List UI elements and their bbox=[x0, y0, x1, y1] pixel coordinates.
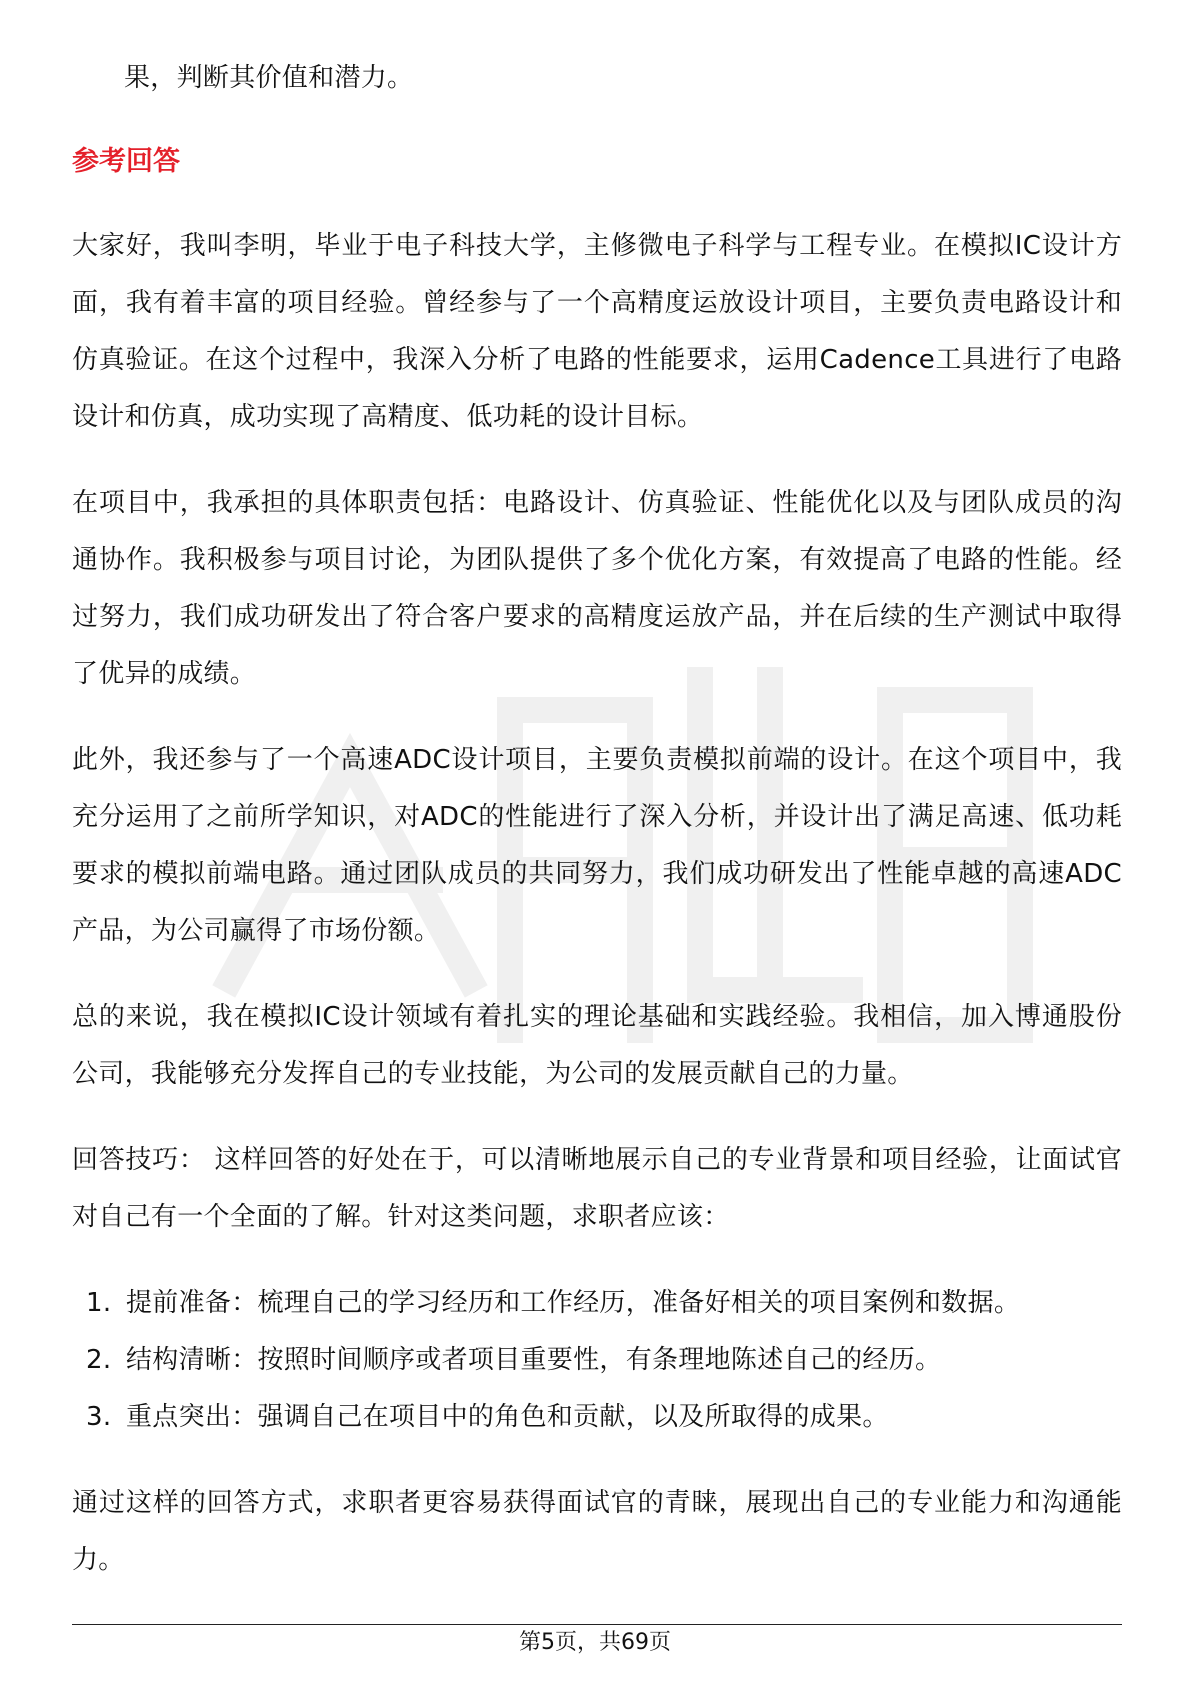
page-number: 第5页，共69页 bbox=[519, 1630, 671, 1655]
list-item-number: 1. bbox=[86, 1288, 112, 1318]
list-item-text: 重点突出：强调自己在项目中的角色和贡献，以及所取得的成果。 bbox=[126, 1402, 889, 1432]
paragraph-adc-project: 此外，我还参与了一个高速ADC设计项目，主要负责模拟前端的设计。在这个项目中，我充分运用了之前所学知识，对ADC的性能进行了深入分析，并设计出了满足高速、低功耗要求的模拟前端电路。通过团队成员的共同努力，我们成功研发出了性能卓越的高速ADC产品，为公司赢得了市场份额。 bbox=[72, 745, 1122, 946]
section-title: 参考回答 bbox=[72, 146, 180, 177]
footer-divider bbox=[72, 1624, 1122, 1625]
list-item-number: 3. bbox=[86, 1402, 112, 1432]
document-content bbox=[72, 50, 1122, 1589]
list-item-text: 结构清晰：按照时间顺序或者项目重要性，有条理地陈述自己的经历。 bbox=[126, 1345, 942, 1375]
paragraph-closing: 通过这样的回答方式，求职者更容易获得面试官的青睐，展现出自己的专业能力和沟通能力。 bbox=[72, 1488, 1122, 1575]
paragraph-intro: 大家好，我叫李明，毕业于电子科技大学，主修微电子科学与工程专业。在模拟IC设计方面，我有着丰富的项目经验。曾经参与了一个高精度运放设计项目，主要负责电路设计和仿真验证。在这个过程中，我深入分析了电路的性能要求，运用Cadence工具进行了电路设计和仿真，成功实现了高精度、低功耗的设计目标。 bbox=[72, 231, 1122, 432]
list-item-number: 2. bbox=[86, 1345, 112, 1375]
paragraph-summary: 总的来说，我在模拟IC设计领域有着扎实的理论基础和实践经验。我相信，加入博通股份公司，我能够充分发挥自己的专业技能，为公司的发展贡献自己的力量。 bbox=[72, 1002, 1122, 1089]
continuation-line: 果，判断其价值和潜力。 bbox=[124, 63, 414, 93]
paragraph-tips-intro: 回答技巧： 这样回答的好处在于，可以清晰地展示自己的专业背景和项目经验，让面试官对自己有一个全面的了解。针对这类问题，求职者应该： bbox=[72, 1145, 1122, 1232]
list-item bbox=[72, 1275, 1122, 1332]
list-item bbox=[72, 1389, 1122, 1446]
list-item-text: 提前准备：梳理自己的学习经历和工作经历，准备好相关的项目案例和数据。 bbox=[126, 1288, 1021, 1318]
tips-list bbox=[72, 1275, 1122, 1446]
list-item bbox=[72, 1332, 1122, 1389]
paragraph-responsibilities: 在项目中，我承担的具体职责包括：电路设计、仿真验证、性能优化以及与团队成员的沟通协作。我积极参与项目讨论，为团队提供了多个优化方案，有效提高了电路的性能。经过努力，我们成功研发出了符合客户要求的高精度运放产品，并在后续的生产测试中取得了优异的成绩。 bbox=[72, 488, 1122, 689]
